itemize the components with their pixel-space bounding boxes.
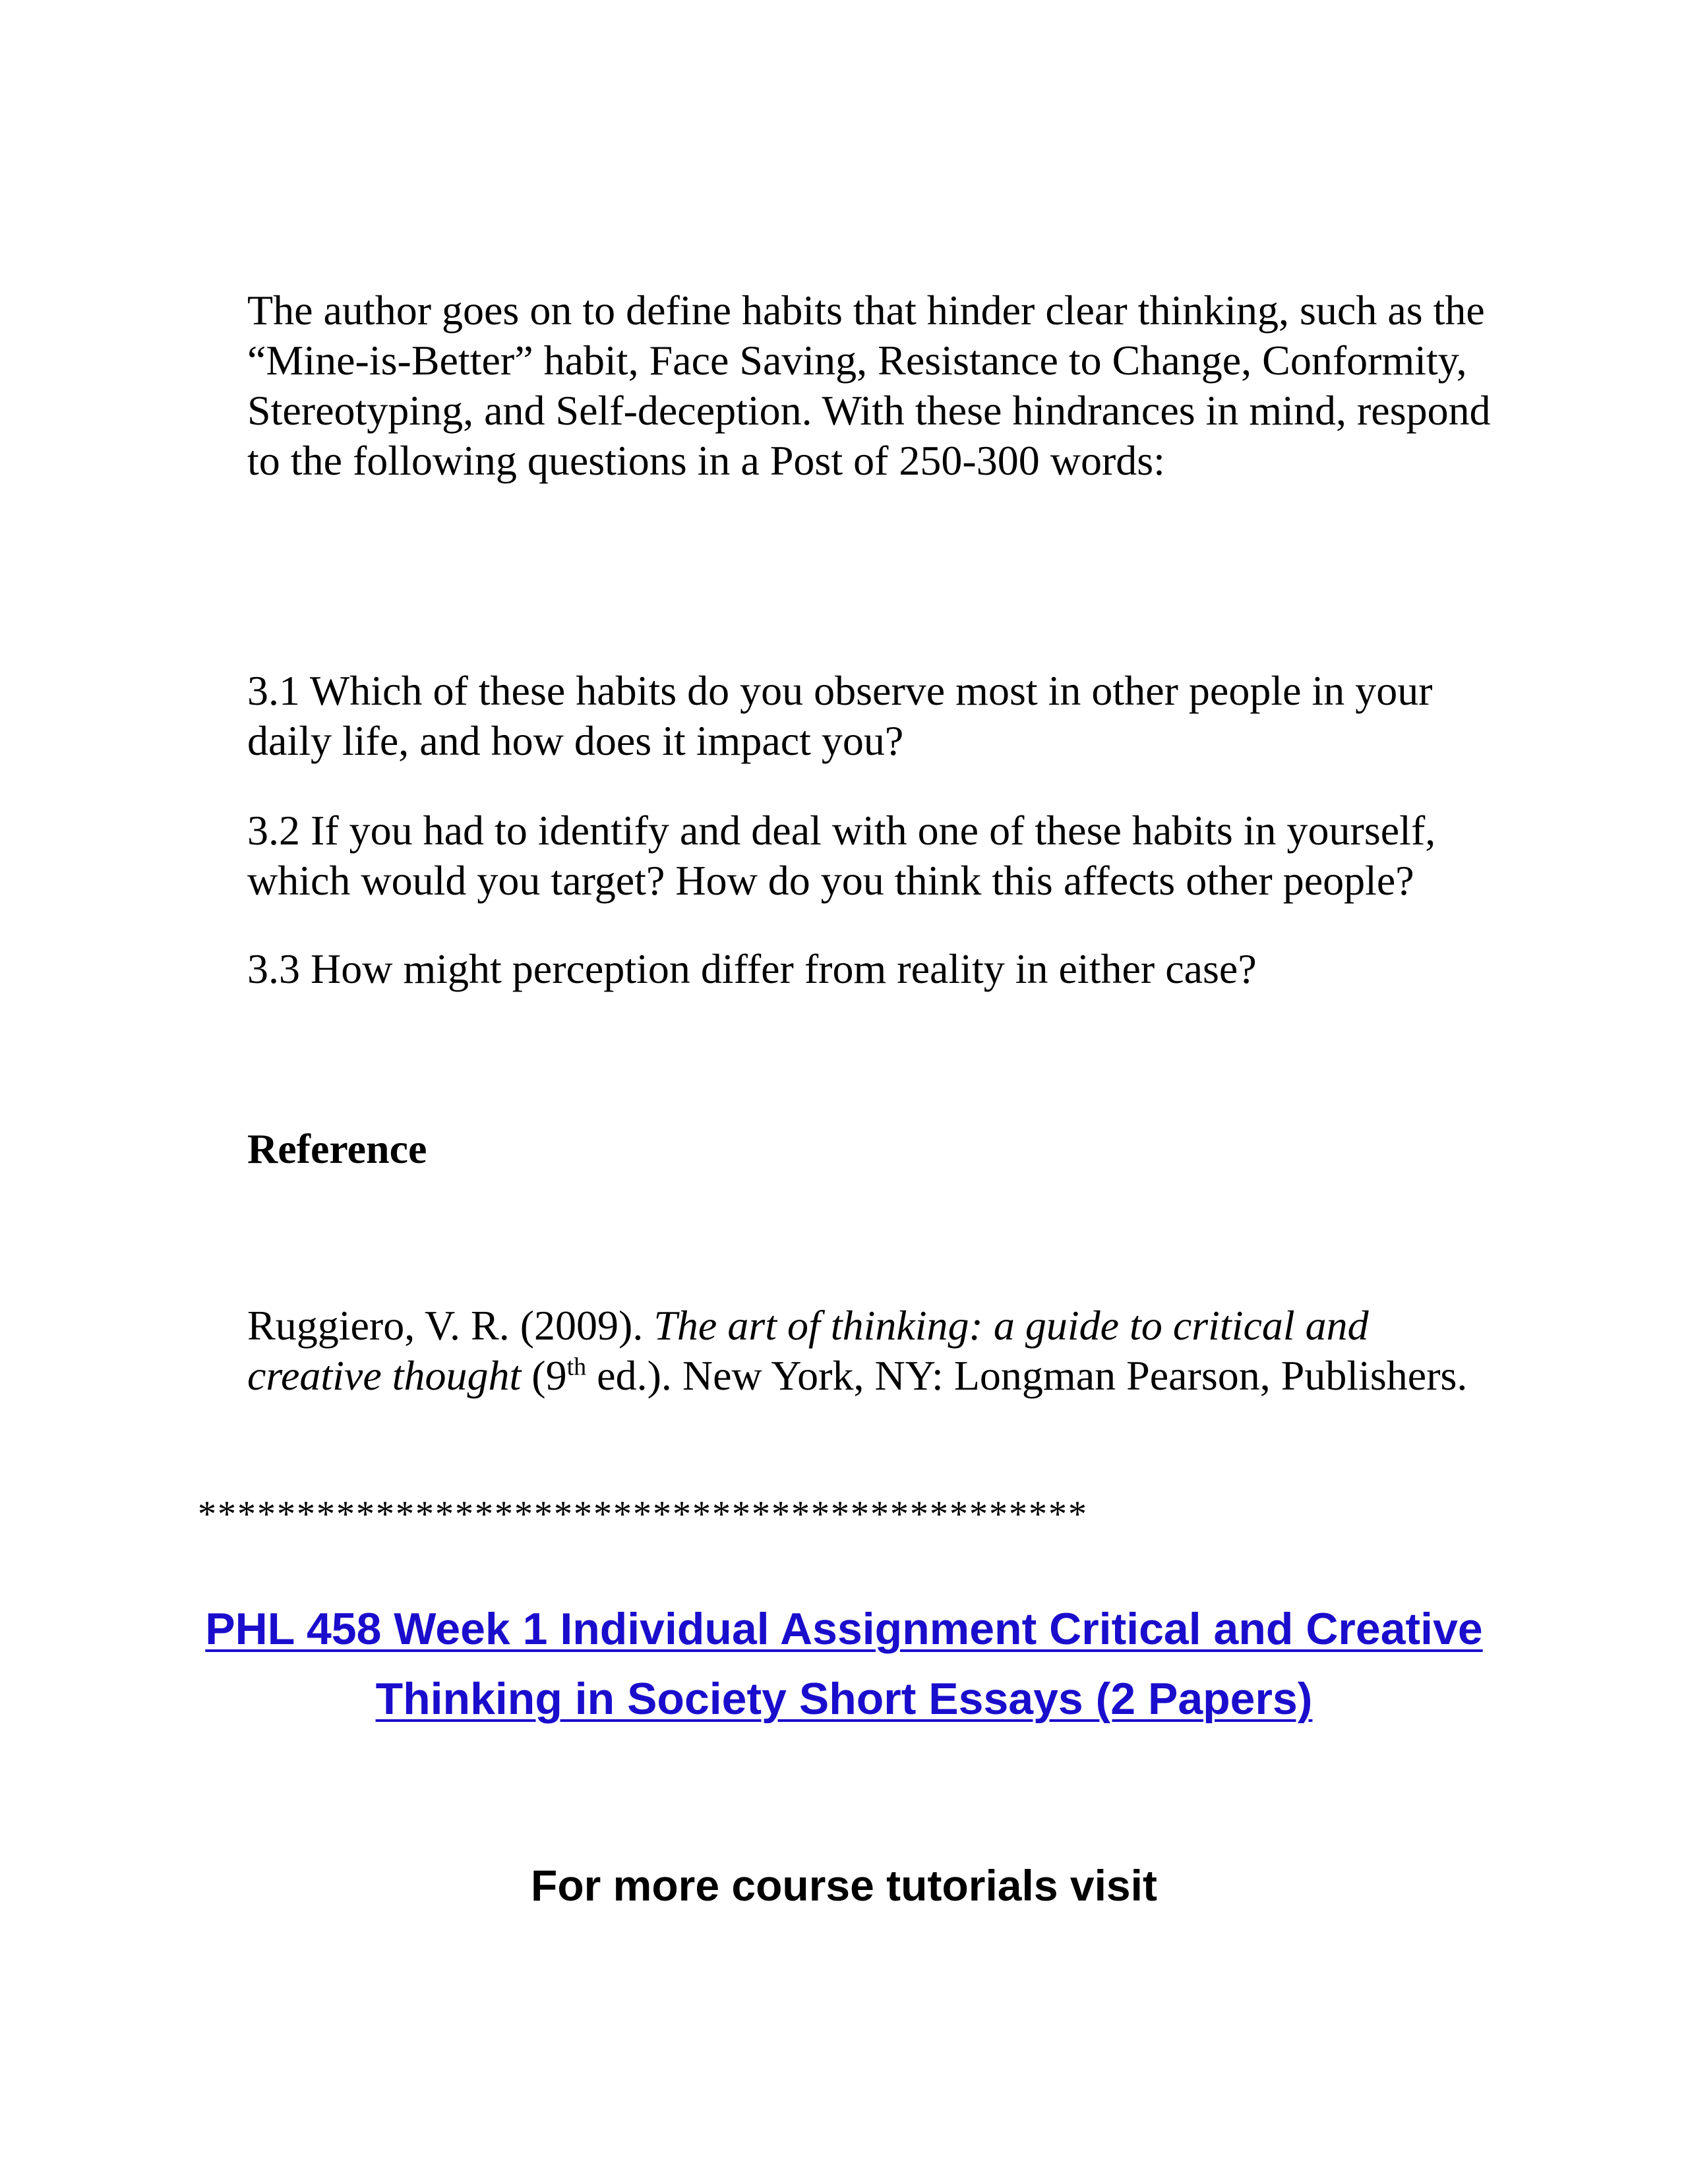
question-3-1: 3.1 Which of these habits do you observe most in other people in your daily life, and how does it impact you? (247, 667, 1433, 764)
citation-authors-year: Ruggiero, V. R. (2009). (247, 1302, 654, 1349)
reference-citation (247, 1301, 1513, 1401)
question-3-3: 3.3 How might perception differ from reality in either case? (247, 945, 1257, 992)
citation-edition-open: (9 (521, 1352, 567, 1399)
intro-paragraph: The author goes on to define habits that hinder clear thinking, such as the “Mine-is-Better” habit, Face Saving, Resistance to Change, Conformity, Stereotyping, and Self-deception. With these hindrances in mind, respond to the following questions in a Post of 250-300 words: (247, 287, 1491, 484)
course-assignment-link[interactable]: PHL 458 Week 1 Individual Assignment Critical and Creative Thinking in Society Short Essays (2 Papers) (205, 1604, 1483, 1724)
reference-heading: Reference (247, 1125, 427, 1172)
citation-title: The art of thinking: a guide to critical and creative thought (247, 1302, 1369, 1399)
question-3-2: 3.2 If you had to identify and deal with one of these habits in yourself, which would you target? How do you think this affects other people? (247, 807, 1436, 904)
asterisk-divider: ********************************************* (198, 1494, 1088, 1535)
citation-publisher: ed.). New York, NY: Longman Pearson, Publishers. (586, 1352, 1468, 1399)
citation-edition-superscript: th (566, 1353, 587, 1381)
tutorials-note: For more course tutorials visit (531, 1861, 1157, 1910)
